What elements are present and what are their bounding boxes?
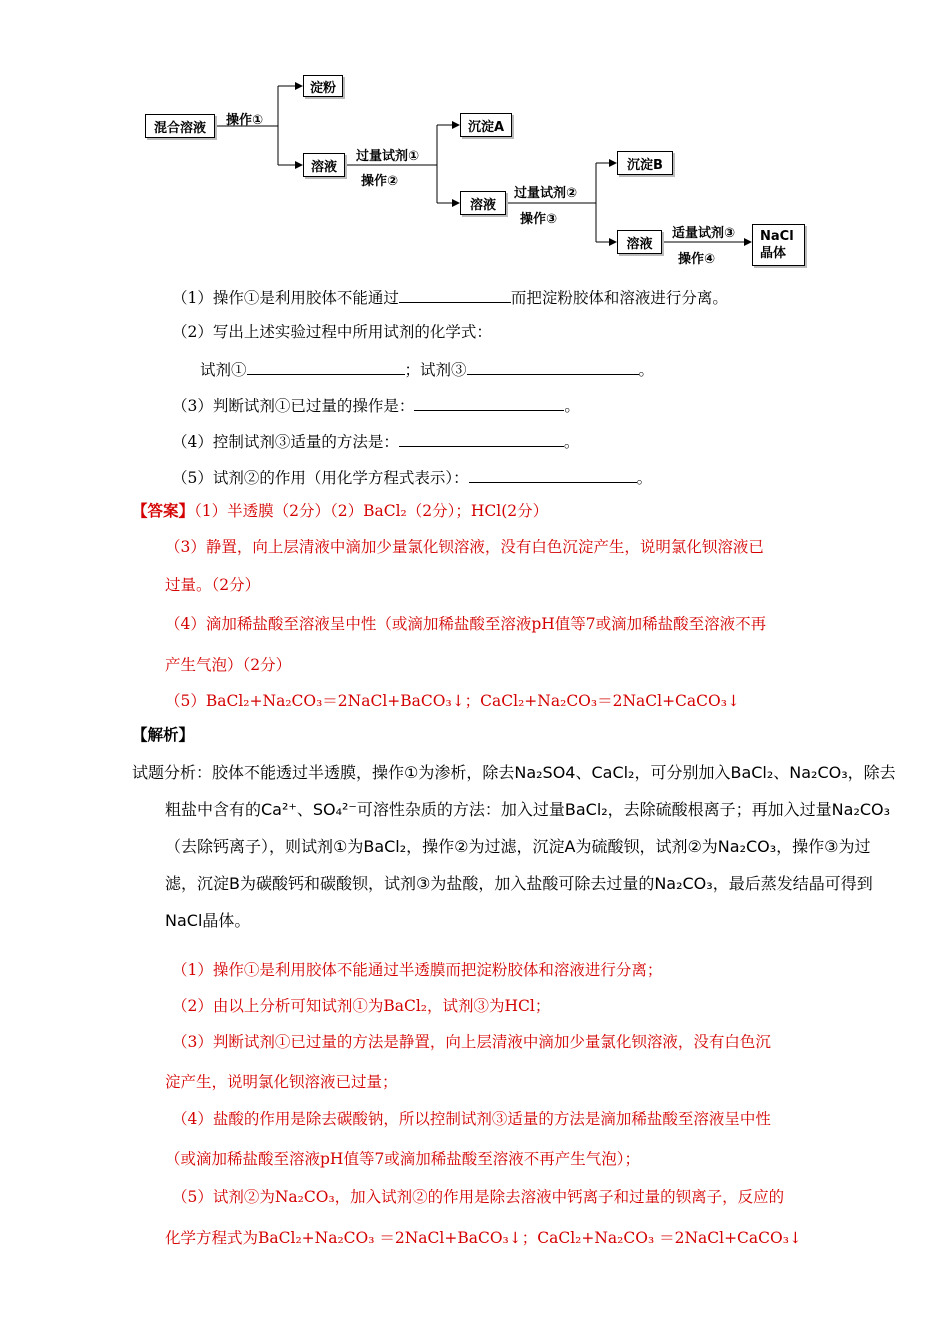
analysis-tag: 【解析】	[132, 725, 195, 744]
reagent-1-label: 试剂①	[200, 361, 247, 379]
question-3	[172, 394, 580, 416]
analysis-paragraph-line-1: 试题分析：胶体不能透过半透膜，操作①为渗析，除去Na₂SO4、CaCl₂，可分别加入BaCl₂、Na₂CO₃，除去	[132, 763, 896, 782]
question-3-text: （3）判断试剂①已过量的操作是：	[172, 397, 415, 415]
flow-connectors	[0, 0, 950, 280]
answer-line-5: 产生气泡）（2分）	[165, 656, 292, 674]
analysis-item-3-cont: 淀产生，说明氯化钡溶液已过量；	[165, 1073, 398, 1091]
question-5-end: 。	[636, 469, 653, 487]
answer-line-1	[132, 501, 548, 521]
question-2-end: 。	[638, 361, 655, 379]
question-2: （2）写出上述实验过程中所用试剂的化学式：	[172, 323, 492, 341]
reagent-3-label: ；试剂③	[404, 361, 467, 379]
answer-blank-5[interactable]	[469, 466, 637, 483]
question-3-end: 。	[564, 397, 580, 415]
answer-line-1-text: （1）半透膜（2分）（2）BaCl₂（2分）；HCl(2分）	[194, 502, 549, 520]
analysis-paragraph-line-2: 粗盐中含有的Ca²⁺、SO₄²⁻可溶性杂质的方法：加入过量BaCl₂，去除硫酸根离子；再加入过量Na₂CO₃	[165, 800, 891, 819]
nacl-label-line1: NaCl	[760, 229, 794, 244]
analysis-paragraph-line-3: （去除钙离子），则试剂①为BaCl₂，操作②为过滤，沉淀A为硫酸钡，试剂②为Na₂CO₃，操作③为过	[165, 837, 871, 856]
question-5-text: （5）试剂②的作用（用化学方程式表示）：	[172, 469, 469, 487]
question-2-reagents	[200, 358, 654, 380]
analysis-item-4-cont: （或滴加稀盐酸至溶液pH值等7或滴加稀盐酸至溶液不再产生气泡）；	[165, 1150, 641, 1168]
node-nacl-crystal	[752, 224, 805, 266]
label-operation-3: 操作③	[520, 212, 558, 227]
node-precipitate-a: 沉淀A	[460, 113, 512, 137]
answer-tag: 【答案】	[132, 501, 195, 520]
analysis-item-2: （2）由以上分析可知试剂①为BaCl₂，试剂③为HCl；	[172, 997, 551, 1015]
label-operation-2: 操作②	[361, 174, 399, 189]
node-solution-1: 溶液	[303, 153, 345, 177]
answer-line-6: （5）BaCl₂+Na₂CO₃＝2NaCl+BaCO₃↓；CaCl₂+Na₂CO₃＝2NaCl+CaCO₃↓	[165, 692, 740, 710]
analysis-item-3: （3）判断试剂①已过量的方法是静置，向上层清液中滴加少量氯化钡溶液，没有白色沉	[172, 1033, 771, 1051]
analysis-item-5: （5）试剂②为Na₂CO₃，加入试剂②的作用是除去溶液中钙离子和过量的钡离子，反应的	[172, 1188, 785, 1206]
answer-blank-4[interactable]	[399, 430, 564, 447]
question-4-text: （4）控制试剂③适量的方法是：	[172, 433, 399, 451]
analysis-paragraph-line-5: NaCl晶体。	[165, 911, 251, 930]
label-reagent-3: 适量试剂③	[672, 226, 736, 241]
answer-blank-reagent-3[interactable]	[467, 358, 639, 375]
node-starch: 淀粉	[303, 75, 343, 97]
question-4	[172, 430, 579, 452]
question-1-text-b: 而把淀粉胶体和溶液进行分离。	[510, 289, 728, 307]
label-reagent-1: 过量试剂①	[356, 149, 420, 164]
answer-blank-reagent-1[interactable]	[247, 358, 405, 375]
node-precipitate-b: 沉淀B	[617, 151, 673, 175]
label-reagent-2: 过量试剂②	[514, 186, 578, 201]
answer-blank-1[interactable]	[399, 286, 511, 303]
nacl-label-line2: 晶体	[760, 246, 787, 261]
answer-line-2: （3）静置，向上层清液中滴加少量氯化钡溶液，没有白色沉淀产生，说明氯化钡溶液已	[165, 538, 764, 556]
analysis-paragraph-line-4: 滤，沉淀B为碳酸钙和碳酸钡，试剂③为盐酸，加入盐酸可除去过量的Na₂CO₃，最后蒸发结晶可得到	[165, 874, 873, 893]
question-1-text-a: （1）操作①是利用胶体不能通过	[172, 289, 399, 307]
label-operation-1: 操作①	[226, 113, 264, 128]
node-solution-2: 溶液	[460, 191, 506, 215]
node-solution-3: 溶液	[617, 230, 662, 254]
analysis-item-1: （1）操作①是利用胶体不能通过半透膜而把淀粉胶体和溶液进行分离；	[172, 961, 663, 979]
answer-blank-3[interactable]	[414, 394, 564, 411]
question-4-end: 。	[563, 433, 580, 451]
label-operation-4: 操作④	[678, 252, 716, 267]
node-mixed-solution: 混合溶液	[145, 114, 215, 138]
question-5	[172, 466, 652, 488]
analysis-item-5-cont: 化学方程式为BaCl₂+Na₂CO₃ ＝2NaCl+BaCO₃↓；CaCl₂+Na₂CO₃ ＝2NaCl+CaCO₃↓	[165, 1229, 802, 1247]
answer-line-3: 过量。（2分）	[165, 576, 261, 594]
question-1	[172, 286, 728, 308]
analysis-item-4: （4）盐酸的作用是除去碳酸钠，所以控制试剂③适量的方法是滴加稀盐酸至溶液呈中性	[172, 1110, 771, 1128]
answer-line-4: （4）滴加稀盐酸至溶液呈中性（或滴加稀盐酸至溶液pH值等7或滴加稀盐酸至溶液不再	[165, 615, 767, 633]
